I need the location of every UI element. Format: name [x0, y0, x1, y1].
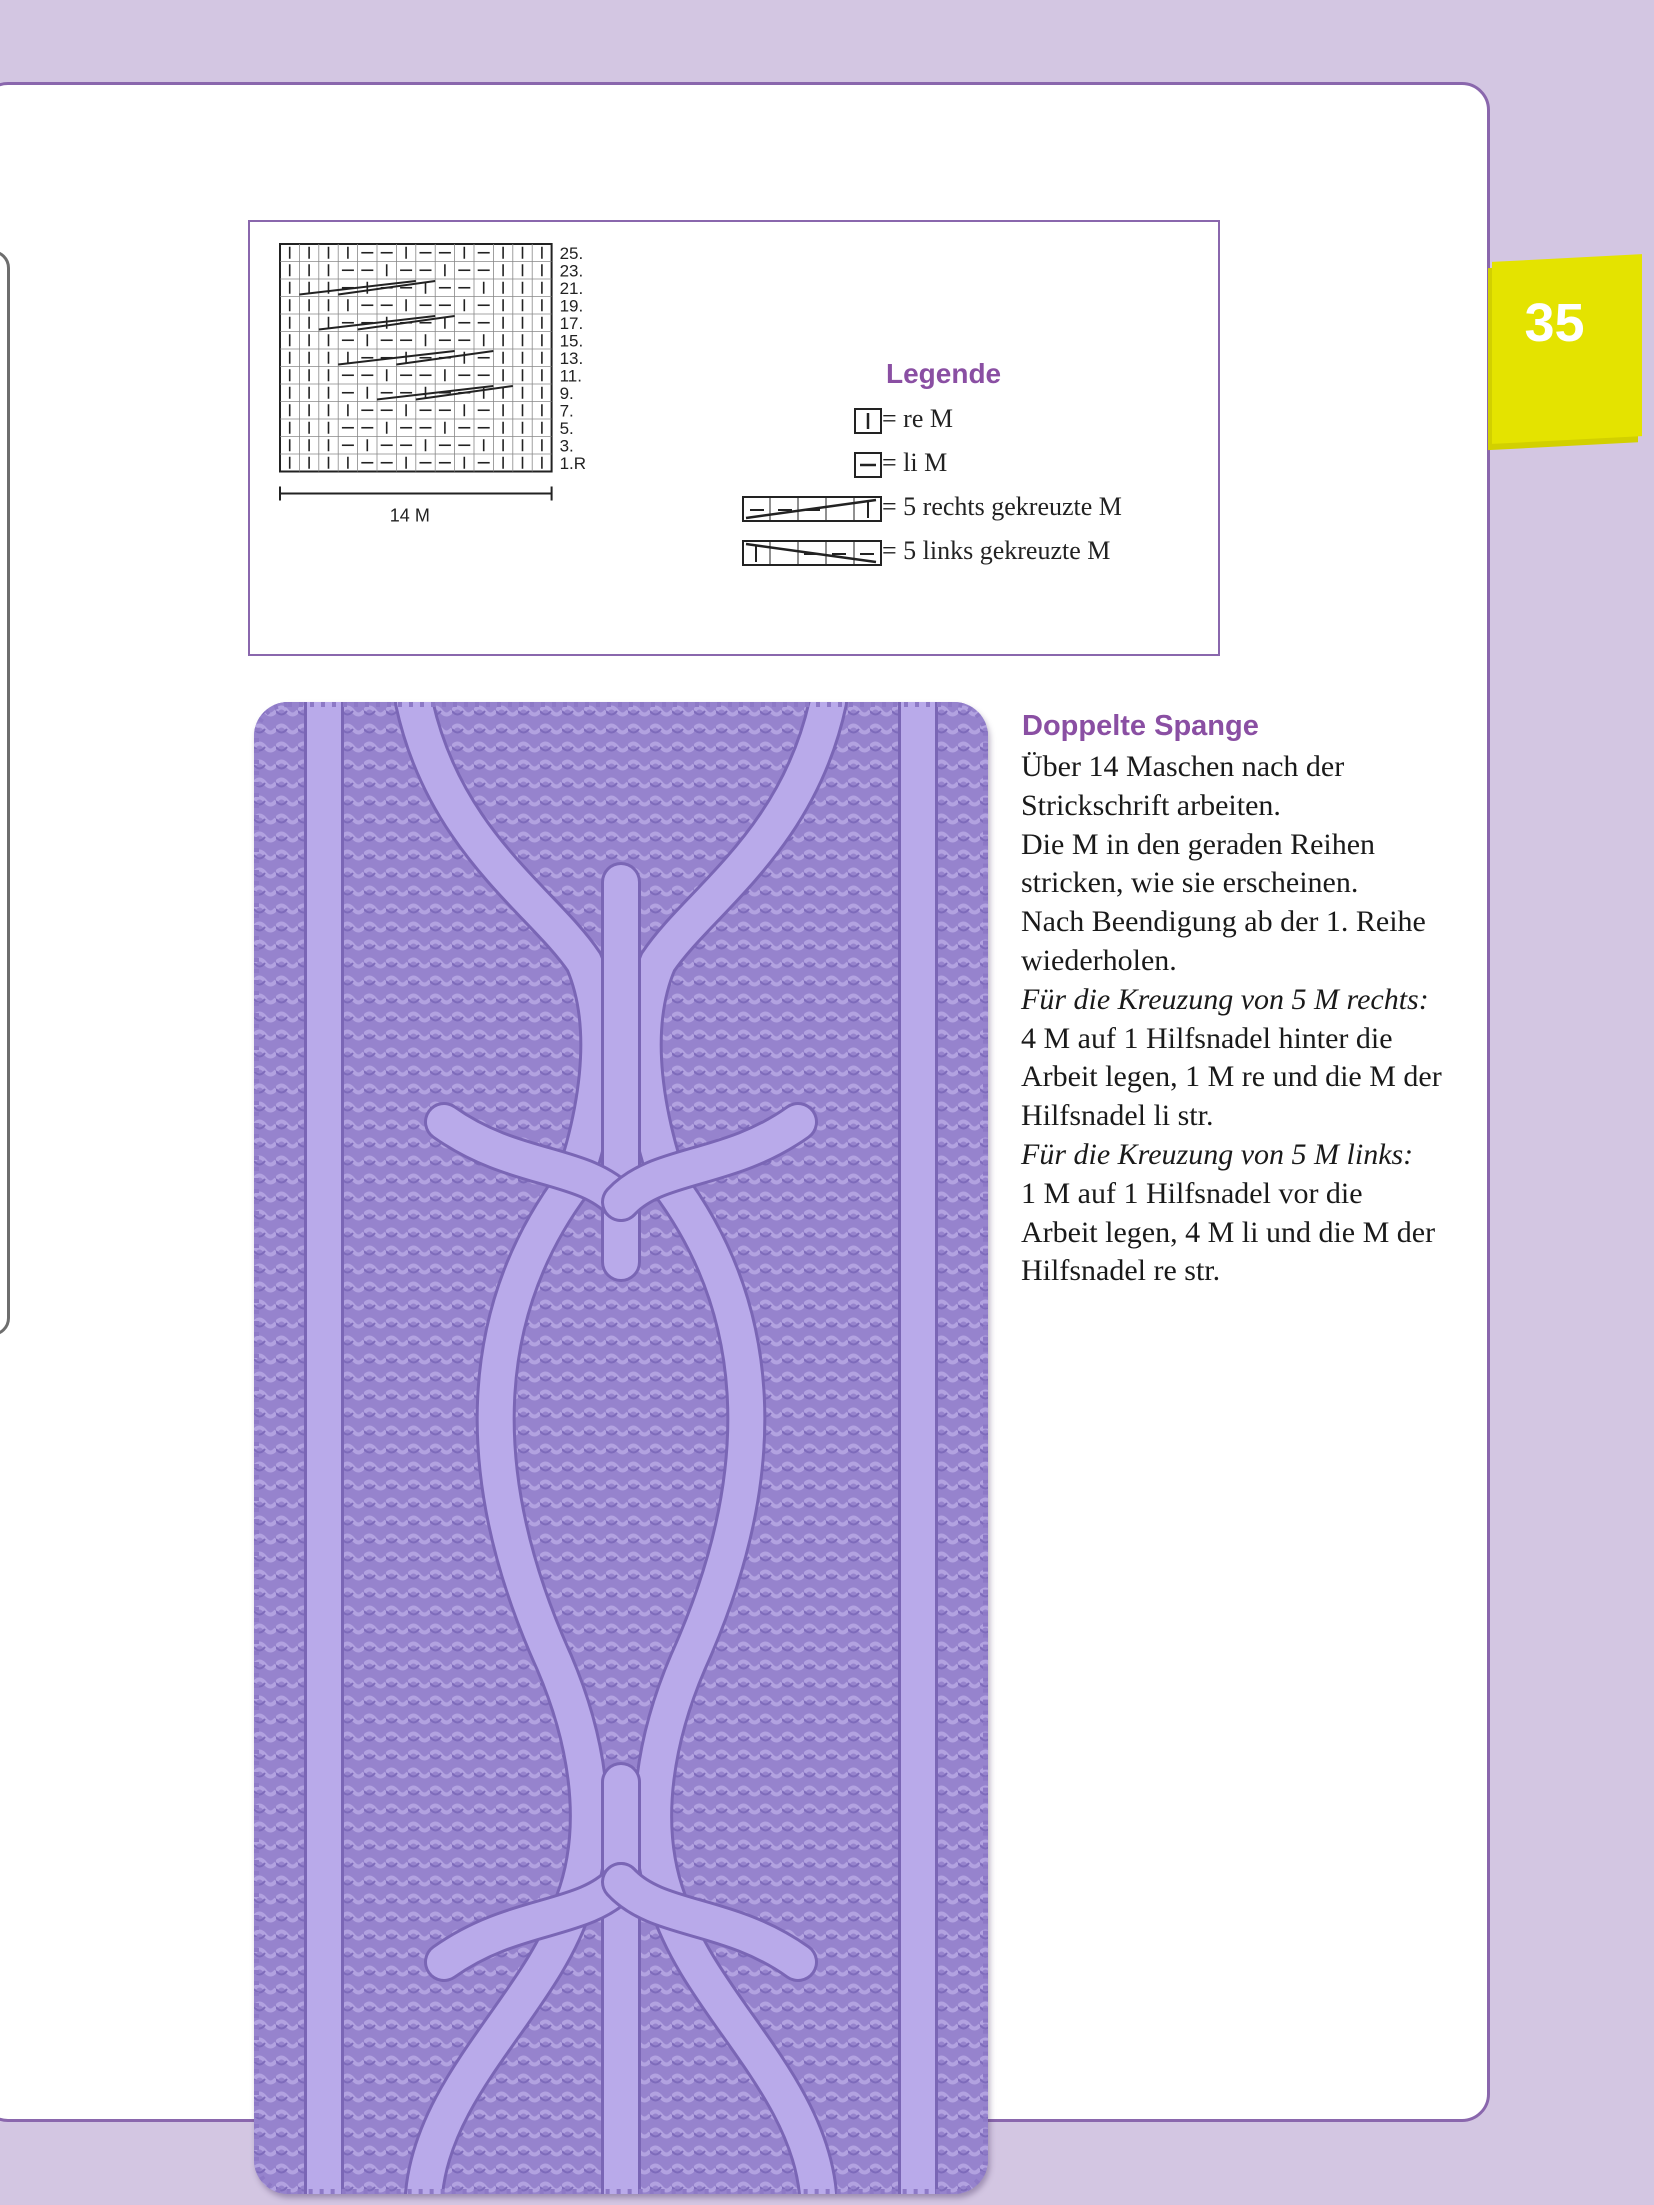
facing-page-edge: [0, 250, 10, 1336]
row-label: 3.: [559, 436, 574, 456]
left-cross-symbol-icon: [742, 540, 882, 566]
legend-left-cross-label: = 5 links gekreuzte M: [882, 536, 1111, 565]
row-label: 1.R: [559, 454, 587, 473]
legend-purl-label: = li M: [882, 448, 948, 477]
width-label: 14 M: [389, 505, 430, 526]
chart-panel: [248, 220, 1220, 656]
pattern-title: Doppelte Spange: [1022, 710, 1259, 742]
page-number: 35: [1524, 293, 1585, 353]
knitting-chart: [250, 222, 1222, 658]
instruction-line: 4 M auf 1 Hilfsnadel hinter die: [1021, 1021, 1393, 1055]
knit-symbol-icon: [854, 408, 882, 434]
pattern-instructions: [1021, 748, 1481, 1291]
knitted-swatch-photo: [254, 702, 988, 2194]
row-label: 5.: [559, 419, 574, 438]
row-label: 21.: [559, 279, 584, 298]
instruction-line: Über 14 Maschen nach der: [1021, 750, 1345, 783]
legend-title: Legende: [886, 358, 1002, 389]
instruction-line: Für die Kreuzung von 5 M links:: [1021, 1137, 1414, 1171]
legend-right-cross-label: = 5 rechts gekreuzte M: [882, 492, 1122, 521]
row-label: 7.: [559, 401, 574, 421]
instruction-line: Die M in den geraden Reihen: [1021, 827, 1376, 861]
purl-symbol-icon: [854, 452, 882, 478]
row-label: 17.: [559, 314, 584, 333]
instruction-line: Strickschrift arbeiten.: [1021, 788, 1281, 822]
row-label: 13.: [559, 349, 584, 368]
instruction-line: Für die Kreuzung von 5 M rechts:: [1021, 982, 1429, 1016]
instruction-line: Arbeit legen, 1 M re und die M der: [1021, 1060, 1442, 1094]
instruction-line: stricken, wie sie erscheinen.: [1021, 866, 1359, 900]
row-label: 15.: [559, 331, 584, 351]
instruction-line: Nach Beendigung ab der 1. Reihe: [1021, 905, 1426, 939]
row-label: 19.: [559, 296, 584, 316]
right-cross-symbol-icon: [742, 496, 882, 522]
instruction-line: Hilfsnadel re str.: [1021, 1254, 1221, 1288]
cable-pattern-illustration: [254, 702, 988, 2194]
row-label: 9.: [559, 384, 574, 403]
legend-knit-label: = re M: [882, 404, 953, 433]
instruction-line: Arbeit legen, 4 M li und die M der: [1021, 1215, 1436, 1249]
instruction-line: wiederholen.: [1021, 943, 1177, 977]
row-label: 23.: [559, 261, 584, 281]
instruction-line: Hilfsnadel li str.: [1021, 1099, 1214, 1133]
row-label: 11.: [559, 366, 582, 386]
instruction-line: 1 M auf 1 Hilfsnadel vor die: [1021, 1176, 1363, 1210]
row-label: 25.: [559, 244, 584, 263]
